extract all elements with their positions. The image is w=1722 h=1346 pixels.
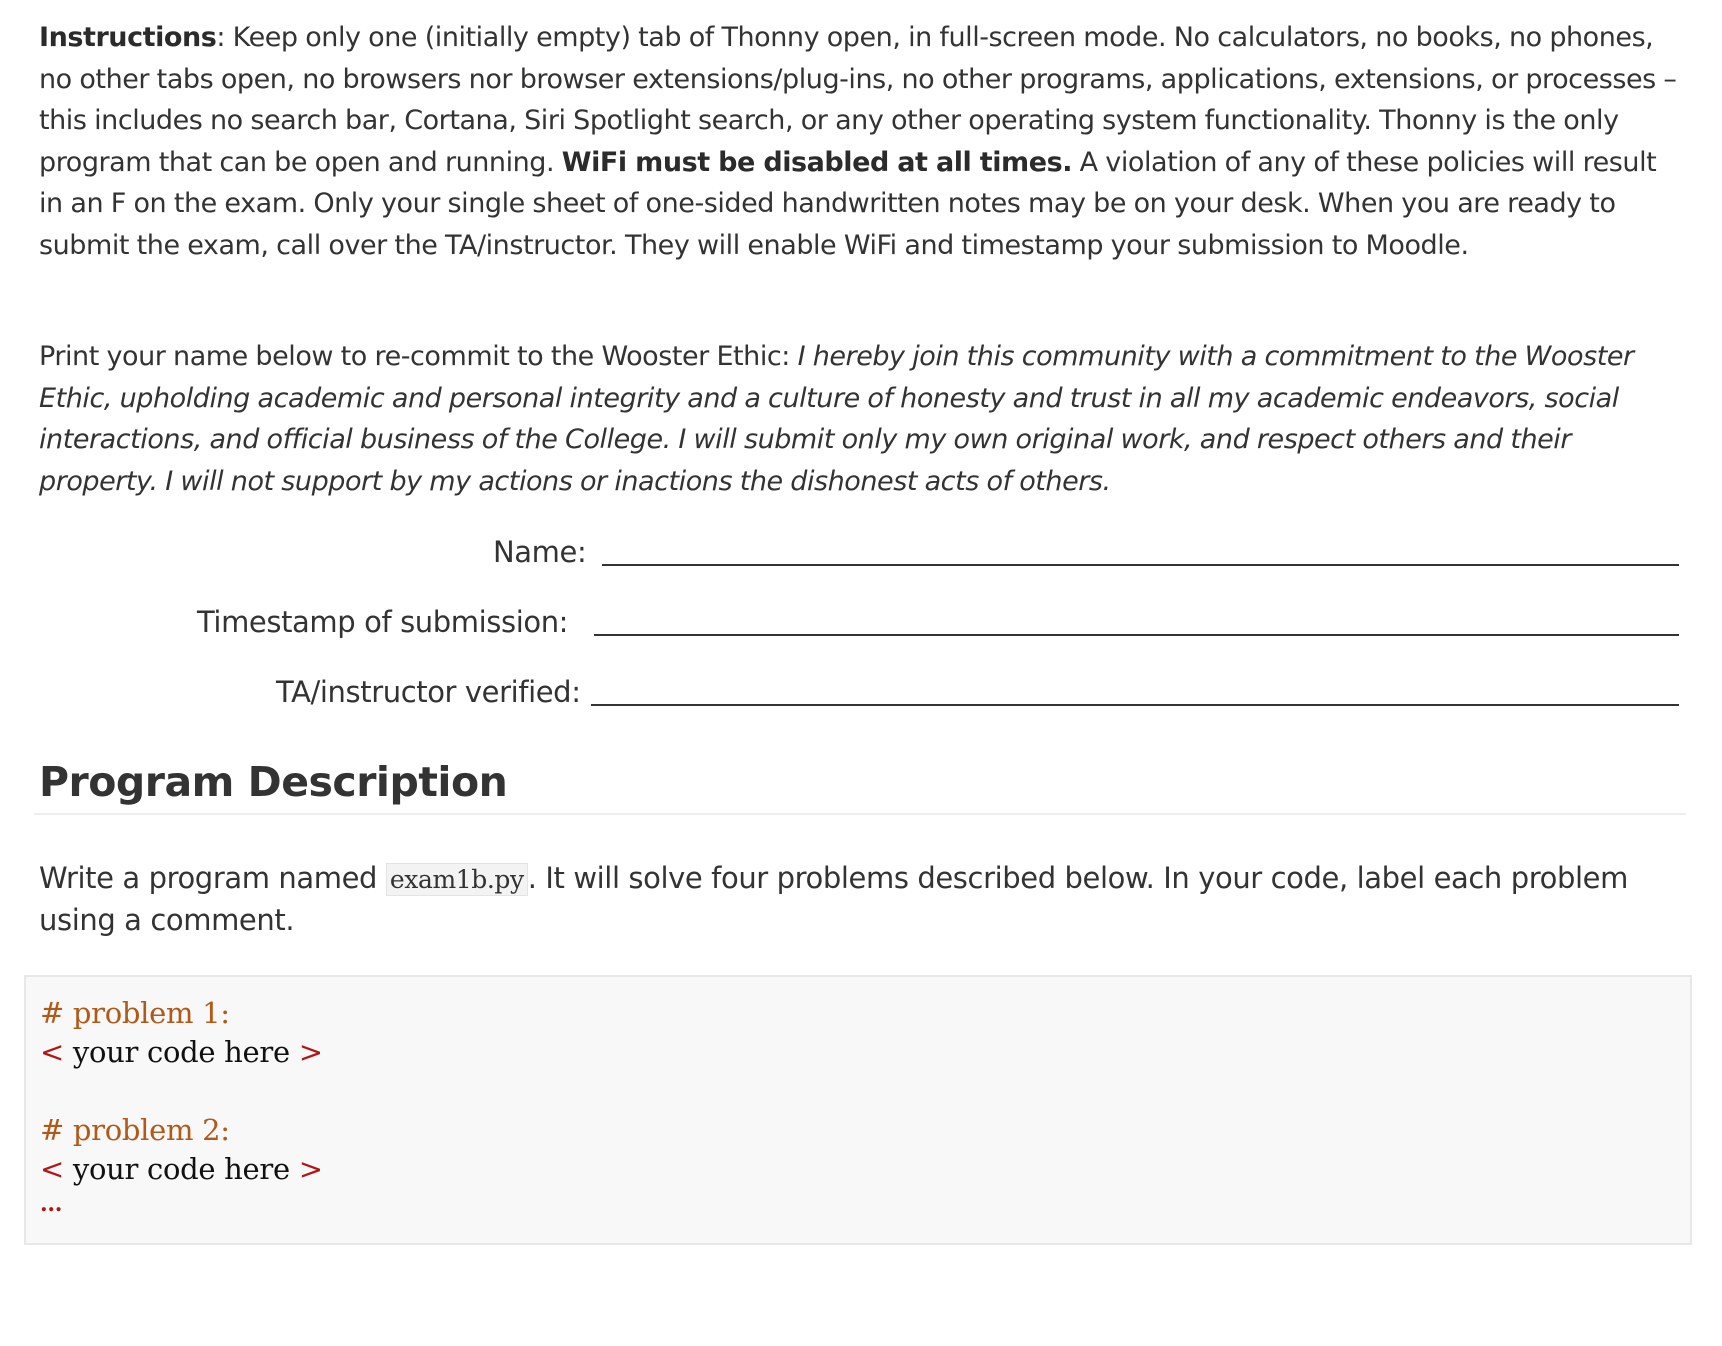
name-label: Name:: [493, 535, 587, 569]
instructions-text-continued: A violation of any of these policies will result in an F on the exam. Only your single sheet of one-sided handwritten notes may be on your desk. When you are ready to submit the exam, call over the TA/instructor. They will enable WiFi and timestamp your submission to Moodle.: [39, 146, 1657, 261]
section-divider: [34, 813, 1686, 815]
wifi-warning: WiFi must be disabled at all times.: [561, 146, 1073, 178]
verified-line[interactable]: [591, 704, 1679, 706]
close-angle: >: [298, 1152, 323, 1186]
close-angle: >: [298, 1035, 323, 1069]
problem-1-comment: # problem 1:: [40, 996, 230, 1030]
code-block: [24, 975, 1692, 1245]
code-ellipsis: ...: [40, 1191, 63, 1217]
description-before: Write a program named: [39, 861, 386, 895]
instructions-label: Instructions: [39, 22, 217, 53]
description-paragraph: [39, 858, 1679, 941]
placeholder-text: your code here: [64, 1035, 299, 1069]
instructions-text: : Keep only one (initially empty) tab of Thonny open, in full-screen mode. No calculators, no books, no phones, no other tabs open, no browsers nor browser extensions/plug-ins, no other programs, applications, extensions, or processes – this includes no search bar, Cortana, Siri Spotlight search, or any other operating system functionality. Thonny is the only program that can be open and running.: [39, 22, 1677, 178]
placeholder-text: your code here: [64, 1152, 299, 1186]
instructions-paragraph: [39, 17, 1679, 266]
filename-code: exam1b.py: [386, 863, 528, 896]
open-angle: <: [40, 1152, 64, 1186]
description-after: . It will solve four problems described below. In your code, label each problem using a comment.: [39, 861, 1628, 937]
problem-2-comment: # problem 2:: [40, 1113, 230, 1147]
problem-1-placeholder: [40, 1033, 323, 1071]
problem-2-placeholder: [40, 1150, 323, 1188]
timestamp-label: Timestamp of submission:: [197, 605, 569, 639]
section-title: Program Description: [39, 758, 508, 806]
open-angle: <: [40, 1035, 64, 1069]
ethic-lead: Print your name below to re-commit to the Wooster Ethic:: [39, 341, 798, 372]
verified-label: TA/instructor verified:: [276, 675, 581, 709]
timestamp-line[interactable]: [594, 634, 1679, 636]
name-line[interactable]: [602, 564, 1679, 566]
ethic-paragraph: [39, 336, 1679, 502]
ethic-pledge: I hereby join this community with a commitment to the Wooster Ethic, upholding academic and personal integrity and a culture of honesty and trust in all my academic endeavors, social interactions, and official business of the College. I will submit only my own original work, and respect others and their property. I will not support by my actions or inactions the dishonest acts of others.: [39, 341, 1634, 497]
